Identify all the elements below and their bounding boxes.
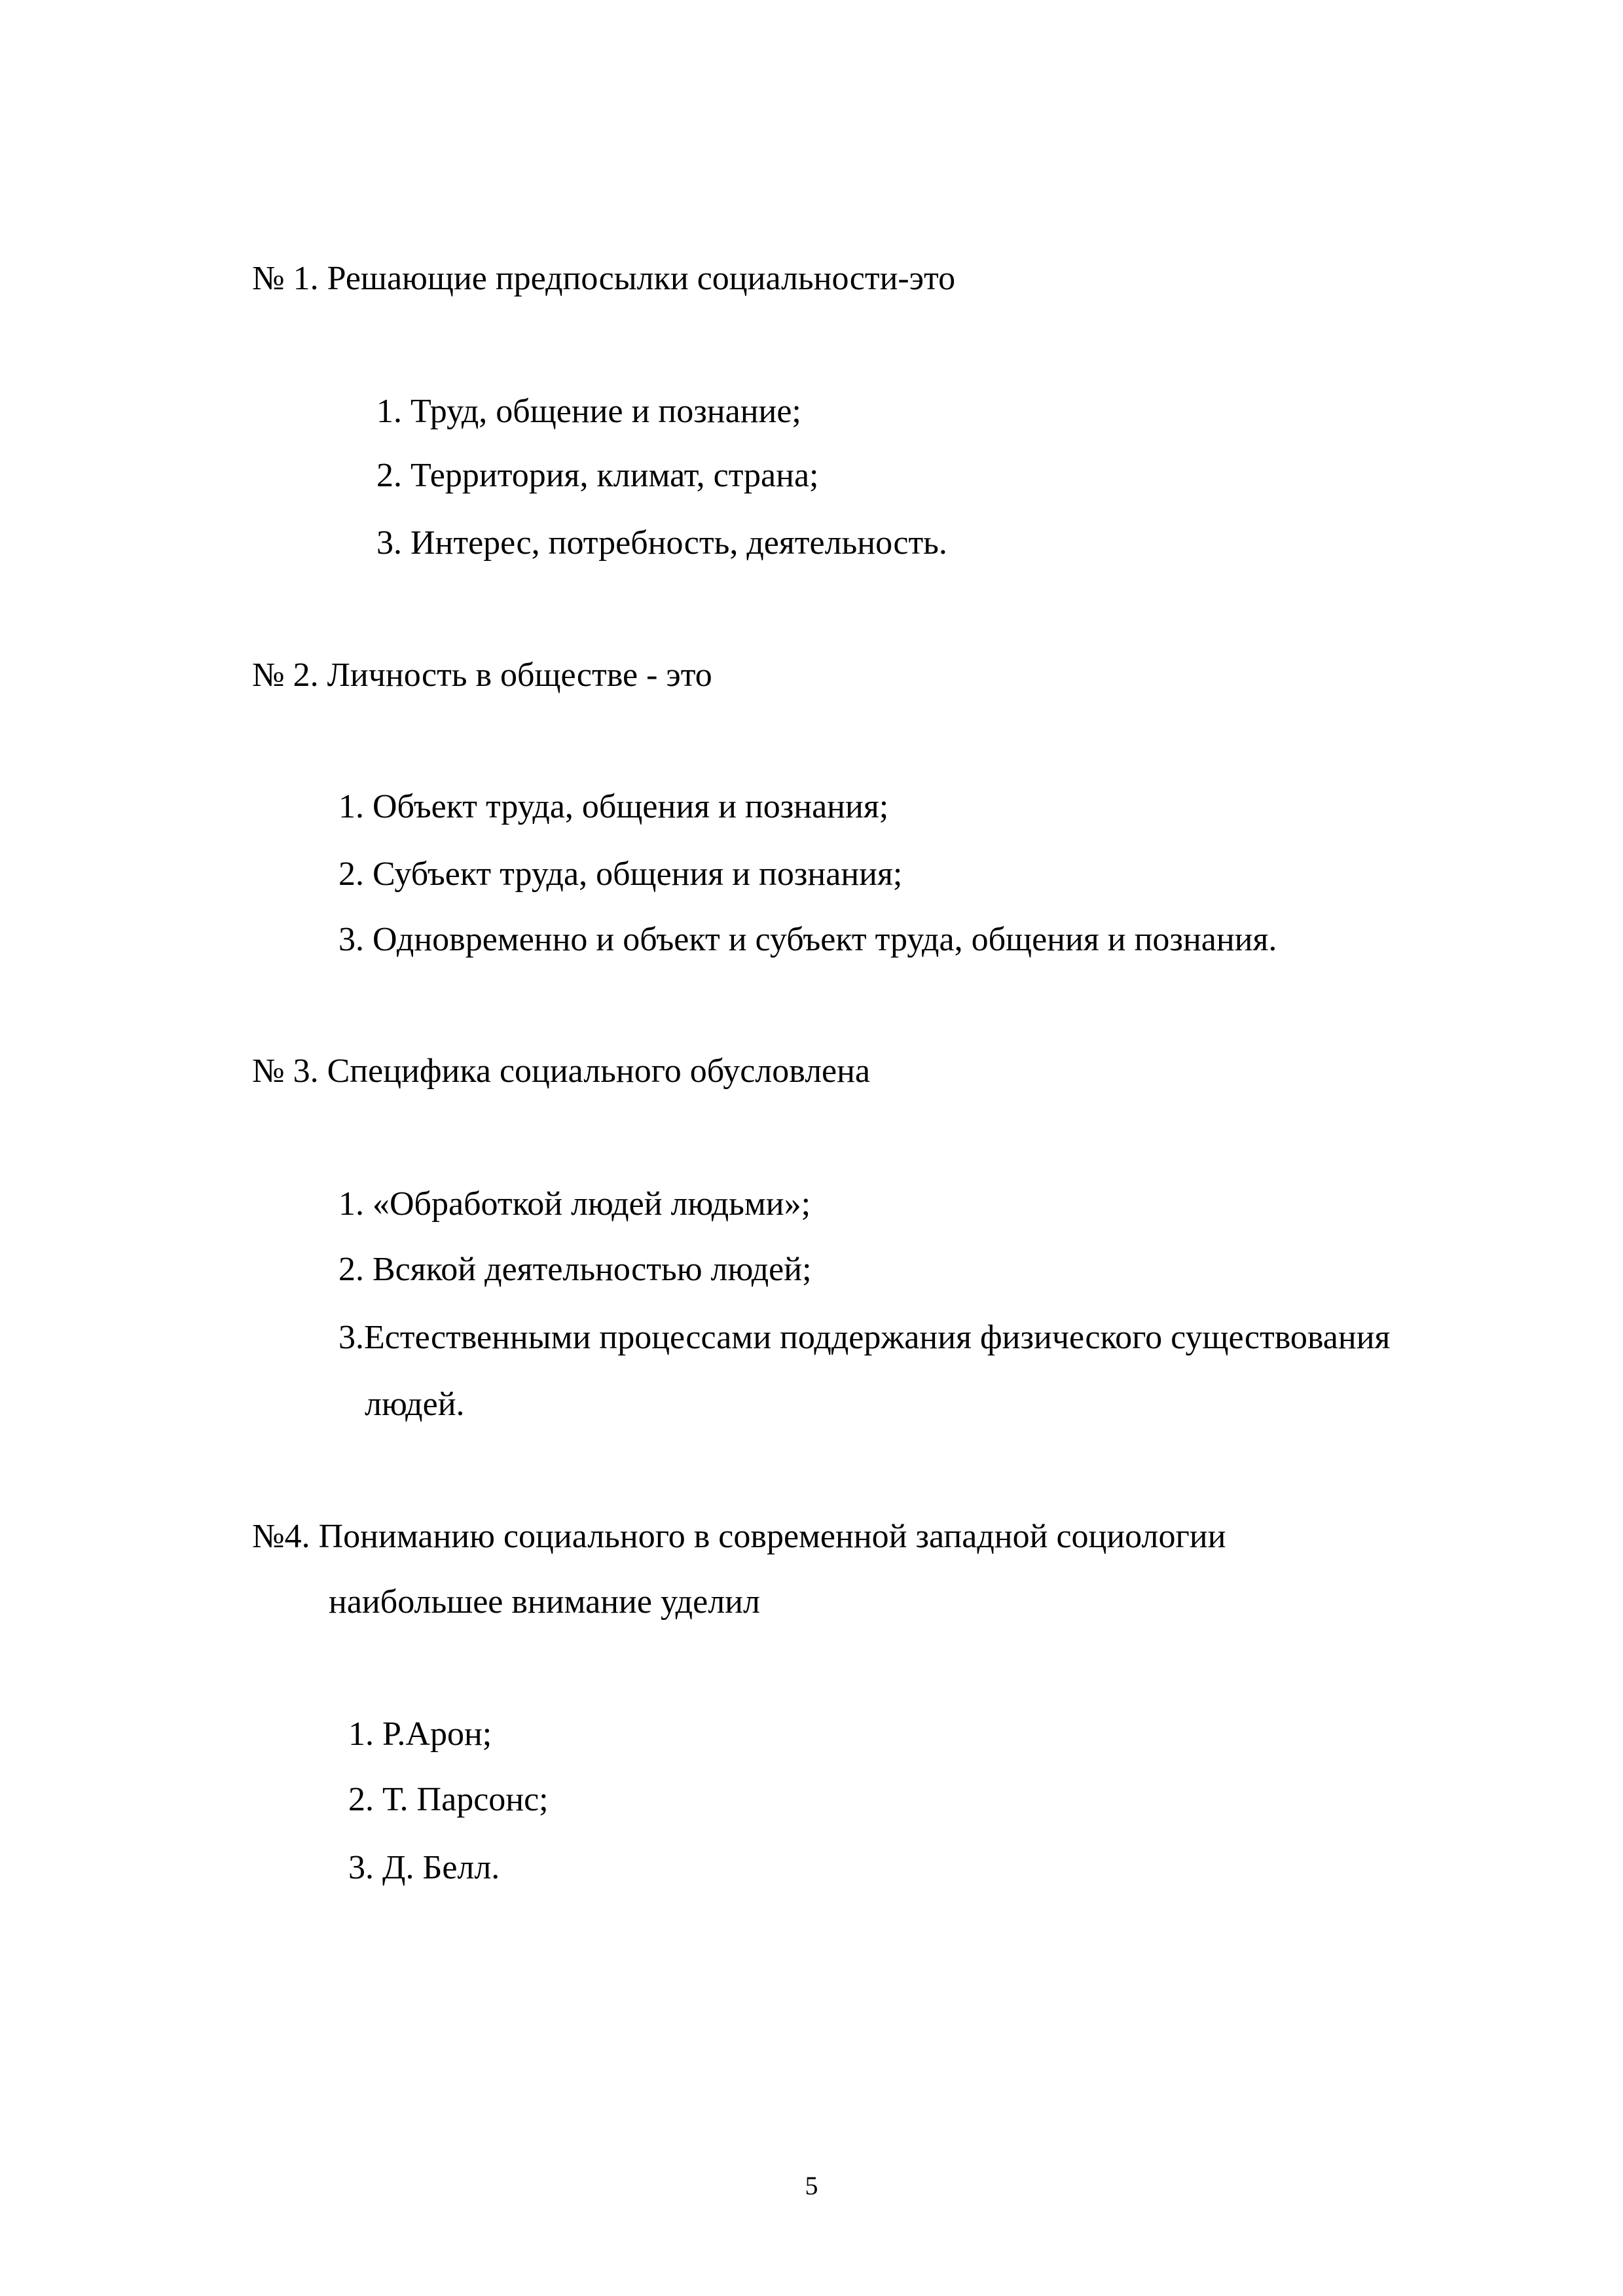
question-1-option-1: 1. Труд, общение и познание; [376,393,801,430]
question-2-option-1: 1. Объект труда, общения и познания; [338,788,889,825]
question-2-option-2: 2. Субъект труда, общения и познания; [338,855,903,893]
question-1-title: № 1. Решающие предпосылки социальности-это [252,260,956,297]
question-3-option-3-continuation: людей. [365,1386,465,1423]
question-4-option-3: 3. Д. Белл. [348,1849,500,1886]
question-2-option-3: 3. Одновременно и объект и субъект труда, общения и познания. [338,921,1277,958]
question-4-title: №4. Пониманию социального в современной западной социологии [252,1518,1226,1555]
question-3-option-2: 2. Всякой деятельностью людей; [338,1251,812,1288]
question-4-option-1: 1. Р.Арон; [348,1715,492,1753]
question-4-option-2: 2. Т. Парсонс; [348,1781,549,1818]
page-number: 5 [805,2171,818,2200]
question-2-title: № 2. Личность в обществе - это [252,656,712,694]
question-3-title: № 3. Специфика социального обусловлена [252,1052,871,1090]
question-1-option-3: 3. Интерес, потребность, деятельность. [376,524,947,562]
question-3-option-1: 1. «Обработкой людей людьми»; [338,1185,811,1223]
question-3-option-3: 3.Естественными процессами поддержания физического существования [338,1319,1391,1356]
question-4-title-continuation: наибольшее внимание уделил [329,1583,760,1621]
question-1-option-2: 2. Территория, климат, страна; [376,457,819,494]
